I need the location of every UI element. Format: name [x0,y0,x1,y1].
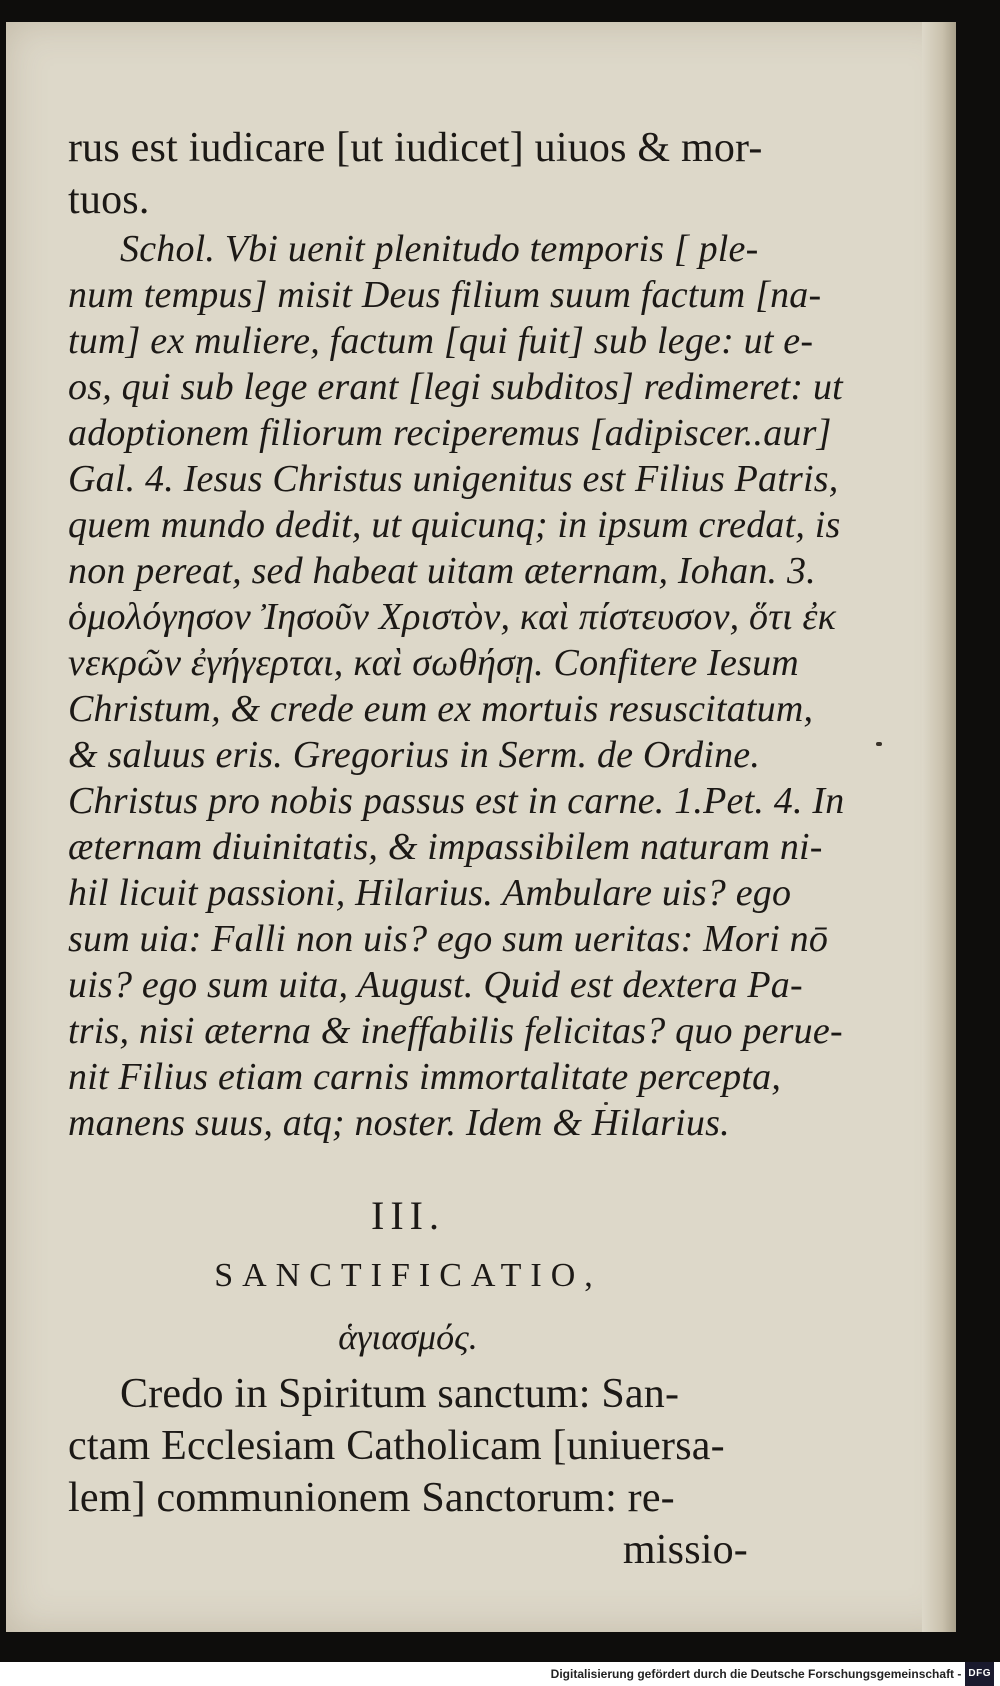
scholion-line: manens suus, atq; noster. Idem & Hilarius. [68,1102,730,1144]
scholion-line: & saluus eris. Gregorius in Serm. de Ordine. [68,734,761,776]
scholion-line: Schol. Vbi uenit plenitudo temporis [ ple- [120,228,759,270]
scholion-line: Christus pro nobis passus est in carne. 1.Pet. 4. In [68,780,845,822]
scholion-line: quem mundo dedit, ut quicunq; in ipsum credat, is [68,504,841,546]
scholion-line: adoptionem filiorum reciperemus [adipiscer..aur] [68,412,832,454]
credo-line: lem] communionem Sanctorum: re- [68,1475,675,1521]
scholion-line: uis? ego sum uita, August. Quid est dextera Pa- [68,964,803,1006]
page-edge-shadow [922,22,956,1632]
text-line: rus est iudicare [ut iudicet] uiuos & mor- [68,125,763,171]
section-title: SANCTIFICATIO, [214,1257,602,1294]
book-page [6,22,956,1632]
credit-text: Digitalisierung gefördert durch die Deutsche Forschungsgemeinschaft - [550,1667,962,1681]
scholion-line: æternam diuinitatis, & impassibilem naturam ni- [68,826,823,868]
section-greek-title: ἁγιασμός. [338,1317,478,1357]
scholion-line: Christum, & crede eum ex mortuis resuscitatum, [68,688,814,730]
greek-line: ὁμολόγησον Ἰησοῦν Χριστὸν, καὶ πίστευσον, ὅτι ἐκ [68,596,837,638]
page-text [68,122,845,1576]
scholion-line: os, qui sub lege erant [legi subditos] redimeret: ut [68,366,843,408]
scholion-line: tris, nisi æterna & ineffabilis felicitas? quo perue- [68,1010,843,1052]
dfg-logo-icon: DFG [965,1662,994,1686]
scholion-line: hil licuit passioni, Hilarius. Ambulare uis? ego [68,872,792,914]
greek-line: νεκρῶν ἐγήγερται, καὶ σωθήσῃ. Confitere Iesum [68,642,799,684]
digitization-credit [0,1662,1000,1684]
scholion-line: nit Filius etiam carnis immortalitate percepta, [68,1056,782,1098]
scholion-line: num tempus] misit Deus filium suum factum [na- [68,274,822,316]
text-line: tuos. [68,177,150,223]
scholion-line: sum uia: Falli non uis? ego sum ueritas: Mori nō [68,918,829,960]
section-number: III. [371,1193,445,1238]
scholion-line: Gal. 4. Iesus Christus unigenitus est Filius Patris, [68,458,839,500]
credo-line: ctam Ecclesiam Catholicam [uniuersa- [68,1423,725,1469]
ink-speck [876,742,882,746]
credo-line: Credo in Spiritum sanctum: San- [120,1371,680,1417]
scholion-line: tum] ex muliere, factum [qui fuit] sub lege: ut e- [68,320,814,362]
catchword: missio- [622,1527,748,1573]
scholion-line: non pereat, sed habeat uitam æternam, Iohan. 3. [68,550,816,592]
